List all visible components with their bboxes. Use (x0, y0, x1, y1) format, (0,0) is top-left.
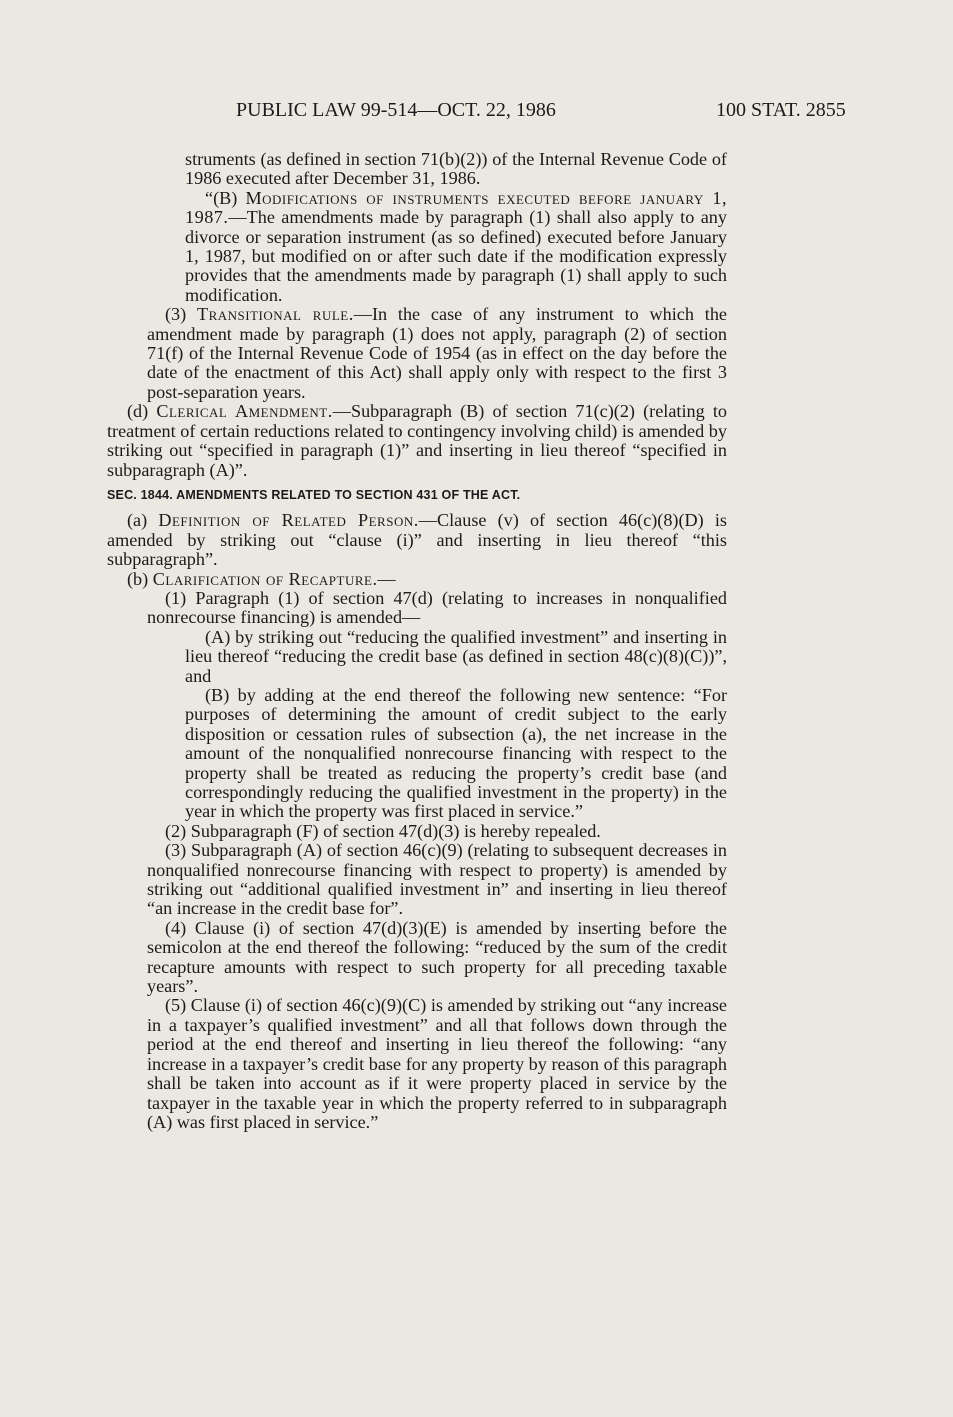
paragraph-lead: (d) (127, 401, 157, 422)
paragraph-b-2: (2) Subparagraph (F) of section 47(d)(3) is hereby repealed. (165, 820, 601, 841)
paragraph-b-4: (4) Clause (i) of section 47(d)(3)(E) is amended by inserting before the semicolon at the end thereof the following: “reduced by the sum of the credit recapture amounts with respect to such property for all preceding taxable years”. (147, 917, 727, 997)
paragraph-lead: (3) (165, 304, 197, 325)
paragraph-lead: (b) (127, 568, 153, 589)
paragraph-b-3: (3) Subparagraph (A) of section 46(c)(9) (relating to subsequent decreases in nonqualified nonrecourse financing with respect to property) is amended by striking out “additional qualified investment in” and inserting in lieu thereof “an increase in the credit base for”. (147, 840, 727, 919)
paragraph-text: — (377, 568, 396, 589)
paragraph-1: struments (as defined in section 71(b)(2)) of the Internal Revenue Code of 1986 executed after December 31, 1986. (185, 149, 727, 189)
paragraph-b-1-A: (A) by striking out “reducing the qualified investment” and inserting in lieu thereof “reducing the credit base (as defined in section 48(c)(8)(C))”, and (185, 626, 727, 686)
paragraph-heading: Clerical Amendment. (156, 401, 333, 422)
paragraph-lead: (a) (127, 510, 159, 531)
paragraph-b-5: (5) Clause (i) of section 46(c)(9)(C) is amended by striking out “any increase in a taxpayer’s qualified investment” and all that follows down through the period at the end thereof and inserting in lieu thereof the following: “any increase in a taxpayer’s credit base for any property by reason of this paragraph shall be taken into account as if it were property placed in service by the taxpayer in the taxable year in which the property referred to in subparagraph (A) was first placed in service.” (147, 995, 727, 1132)
paragraph-heading: Modifications of instruments executed before january 1, 1987. (185, 187, 727, 228)
paragraph-heading: Definition of Related Person. (158, 510, 419, 531)
paragraph-lead: “(B) (205, 187, 246, 208)
paragraph-b-1-B: (B) by adding at the end thereof the following new sentence: “For purposes of determining the amount of credit subject to the early disposition or cessation rules of subsection (a), the net increase in the amount of the nonqualified nonrecourse financing with respect to the property shall be treated as reducing the property’s credit base (and correspondingly reducing the qualified investment in the property) in the year in which the property was first placed in service.” (185, 684, 727, 822)
paragraph-d-clerical (107, 402, 727, 480)
page-header (0, 99, 953, 129)
paragraph-a-definition (107, 511, 727, 569)
paragraph-text: —In the case of any instrument to which the amendment made by paragraph (1) does not apply, paragraph (2) of section 71(f) of the Internal Revenue Code of 1954 (as in effect on the day before the date of the enactment of this Act) shall apply only with respect to the first 3 post-separation years. (147, 304, 727, 402)
document-body (107, 150, 727, 1132)
section-heading: SEC. 1844. AMENDMENTS RELATED TO SECTION 431 OF THE ACT. (107, 487, 521, 502)
paragraph-text: —The amendments made by paragraph (1) shall also apply to any divorce or separation instrument (as so defined) executed before January 1, 1987, but modified on or after such date if the modification expressly provides that the amendments made by paragraph (1) shall apply to such modification. (185, 207, 727, 305)
paragraph-heading: Transitional rule. (197, 304, 354, 325)
paragraph-text: —Subparagraph (B) of section 71(c)(2) (relating to treatment of certain reductions related to contingency involving child) is amended by striking out “specified in paragraph (1)” and inserting in lieu thereof “specified in subparagraph (A)”. (107, 401, 727, 480)
statute-page-number: 100 STAT. 2855 (716, 99, 846, 121)
paragraph-3-transitional (147, 305, 727, 402)
paragraph-heading: Clarification of Recapture. (152, 568, 378, 589)
public-law-citation: PUBLIC LAW 99-514—OCT. 22, 1986 (236, 99, 556, 121)
paragraph-b-clarification (107, 570, 727, 589)
paragraph-b-modifications (185, 189, 727, 305)
paragraph-b-1: (1) Paragraph (1) of section 47(d) (relating to increases in nonqualified nonrecourse financing) is amended— (147, 587, 727, 628)
paragraph-text: —Clause (v) of section 46(c)(8)(D) is amended by striking out “clause (i)” and inserting in lieu thereof “this subparagraph”. (107, 510, 727, 570)
